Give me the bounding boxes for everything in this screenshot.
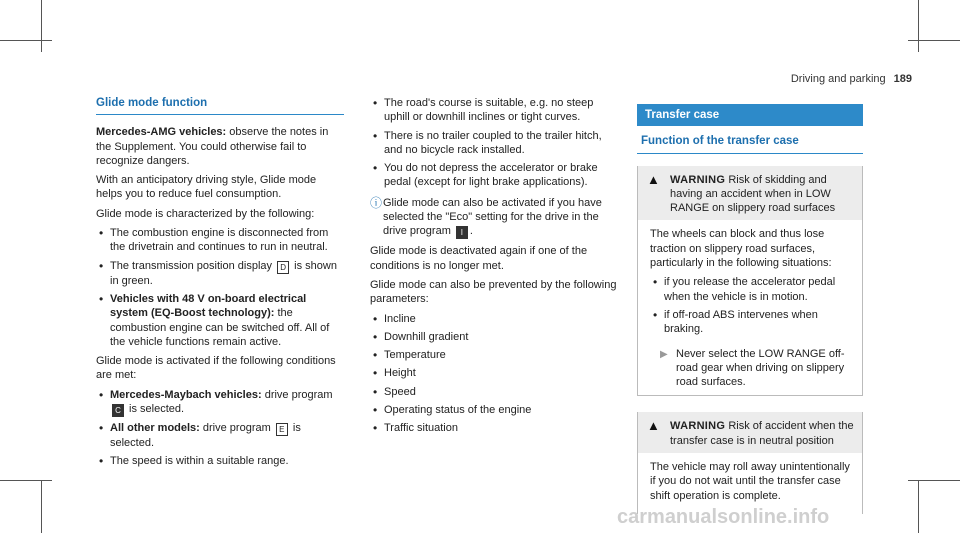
warning-box	[637, 412, 863, 513]
header-section: Driving and parking	[790, 73, 886, 85]
paragraph: Glide mode is activated if the following conditions are met:	[96, 355, 336, 382]
page-header	[791, 73, 912, 85]
page-number: 189	[893, 73, 912, 85]
list-item: • The road's course is suitable, e.g. no steep uphill or downhill inclines or tight curves.	[370, 96, 618, 125]
list-item: • Operating status of the engine	[370, 403, 618, 417]
crop-mark	[908, 480, 960, 481]
column-right	[637, 104, 863, 530]
warning-triangle-icon: ▲	[647, 418, 660, 434]
warning-body: The vehicle may roll away unintentionally if you do not wait until the transfer case shift operation is complete.	[650, 461, 850, 502]
instruction-step: ▶ Never select the LOW RANGE off-road gear when driving on slippery road surfaces.	[660, 347, 845, 389]
bullet-list	[96, 226, 344, 349]
list-item: • All other models: drive program E is selected.	[96, 421, 344, 450]
crop-mark	[918, 480, 919, 533]
play-arrow-icon: ▶	[660, 348, 668, 360]
list-item: • Traffic situation	[370, 421, 618, 435]
drive-program-i-icon: I	[456, 226, 468, 239]
list-item: • Temperature	[370, 348, 618, 362]
list-item: • if you release the accelerator pedal when the vehicle is in motion.	[650, 275, 852, 304]
column-middle	[370, 96, 618, 441]
list-item: • The speed is within a suitable range.	[96, 454, 344, 468]
crop-mark	[908, 40, 960, 41]
watermark: carmanualsonline.info	[617, 506, 830, 528]
list-item: • The transmission position display D is shown in green.	[96, 259, 344, 288]
crop-mark	[918, 0, 919, 52]
info-note: ⓘ Glide mode can also be activated if you have selected the "Eco" setting for the drive in the drive program I .	[370, 195, 602, 238]
list-item: • Height	[370, 366, 618, 380]
column-left	[96, 96, 344, 474]
drive-program-e-icon: E	[276, 423, 288, 436]
list-item: • You do not depress the accelerator or brake pedal (except for light brake applications).	[370, 161, 618, 190]
list-item: • Speed	[370, 385, 618, 399]
crop-mark	[41, 480, 42, 533]
warning-header: ▲ WARNING Risk of accident when the transfer case is in neutral position	[638, 412, 862, 453]
warning-triangle-icon: ▲	[647, 171, 660, 187]
list-item: • Mercedes-Maybach vehicles: drive program C is selected.	[96, 388, 344, 417]
crop-mark	[0, 40, 52, 41]
heading-transfer-case-function: Function of the transfer case	[637, 126, 863, 153]
warning-body: The wheels can block and thus lose traction on slippery road surfaces, particularly in the following situations: • if you release the accelerator pedal when the vehicle is in motion. • if off-road ABS intervenes when braking. ▶ Never select the LOW RANGE off-road gear when driving on slippery road surfaces.	[638, 220, 862, 395]
list-item: • Downhill gradient	[370, 330, 618, 344]
info-icon: ⓘ	[370, 195, 383, 210]
warning-box	[637, 166, 863, 397]
crop-mark	[0, 480, 52, 481]
drive-program-c-icon: C	[112, 404, 124, 417]
bullet-list	[370, 96, 618, 190]
drive-position-d-icon: D	[277, 261, 289, 274]
warning-header: ▲ WARNING Risk of skidding and having an accident when in LOW RANGE on slippery road surfaces	[638, 166, 862, 221]
paragraph: Glide mode can also be prevented by the following parameters:	[370, 278, 617, 306]
list-item: • There is no trailer coupled to the trailer hitch, and no bicycle rack installed.	[370, 129, 618, 158]
heading-glide-mode: Glide mode function	[96, 96, 344, 115]
section-bar-transfer-case: Transfer case	[637, 104, 863, 126]
list-item: • The combustion engine is disconnected from the drivetrain and continues to run in neutral.	[96, 226, 344, 255]
list-item: • Incline	[370, 312, 618, 326]
paragraph: Glide mode is characterized by the following:	[96, 207, 315, 220]
paragraph: With an anticipatory driving style, Glide mode helps you to reduce fuel consumption.	[96, 174, 317, 201]
paragraph: Glide mode is deactivated again if one of the conditions is no longer met.	[370, 245, 588, 272]
paragraph: Mercedes-AMG vehicles: observe the notes in the Supplement. You could otherwise fail to recognize dangers.	[96, 126, 329, 167]
bullet-list	[96, 388, 344, 469]
list-item: • Vehicles with 48 V on-board electrical system (EQ-Boost technology): the combustion engine can be switched off. All of the vehicle functions remain active.	[96, 292, 344, 349]
list-item: • if off-road ABS intervenes when braking.	[650, 308, 852, 337]
crop-mark	[41, 0, 42, 52]
parameter-list	[370, 312, 618, 436]
